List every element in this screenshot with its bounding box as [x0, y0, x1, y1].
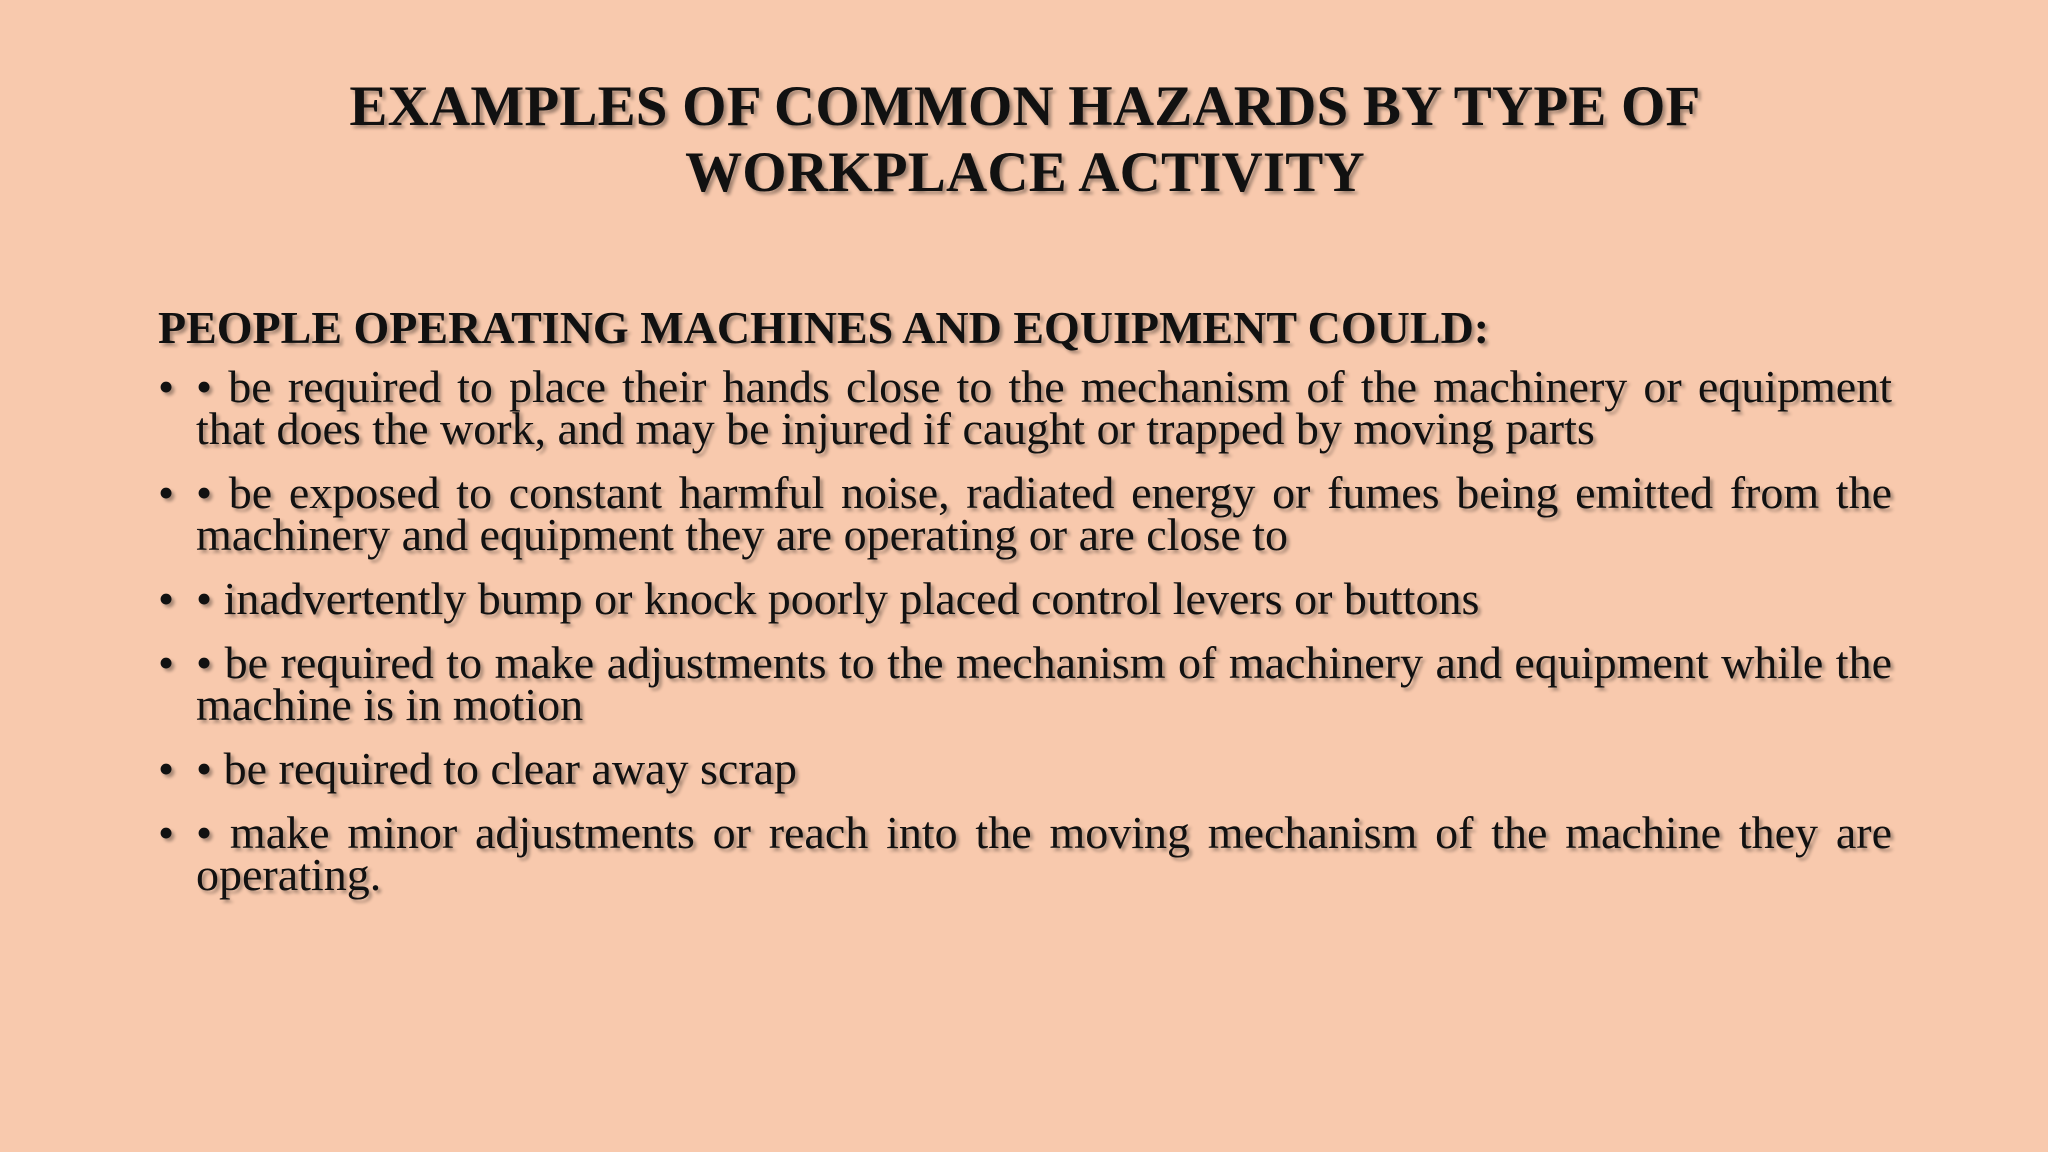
bullet-item — [158, 807, 1892, 900]
bullet-marker: • — [158, 743, 175, 794]
bullet-item — [158, 361, 1892, 454]
bullet-list — [158, 361, 1892, 900]
section-heading: PEOPLE OPERATING MACHINES AND EQUIPMENT COULD: — [158, 302, 1490, 353]
bullet-text: • be required to make adjustments to the mechanism of machinery and equipment while the machine is in motion — [196, 637, 1892, 730]
bullet-item — [158, 637, 1892, 730]
bullet-text: • make minor adjustments or reach into the moving mechanism of the machine they are operating. — [196, 807, 1892, 900]
bullet-item — [158, 573, 1892, 624]
bullet-marker: • — [158, 637, 175, 688]
bullet-marker: • — [158, 573, 175, 624]
bullet-marker: • — [158, 807, 175, 858]
bullet-text: • be exposed to constant harmful noise, radiated energy or fumes being emitted from the machinery and equipment they are operating or are close to — [196, 467, 1892, 560]
slide-title — [230, 74, 1820, 206]
content-area — [158, 300, 1892, 918]
bullet-marker: • — [158, 361, 175, 412]
bullet-text: • be required to clear away scrap — [196, 743, 798, 794]
bullet-item — [158, 467, 1892, 560]
bullet-item — [158, 743, 1892, 794]
bullet-text: • inadvertently bump or knock poorly placed control levers or buttons — [196, 573, 1480, 624]
title-line-2: WORKPLACE ACTIVITY — [685, 141, 1365, 204]
title-line-1: EXAMPLES OF COMMON HAZARDS BY TYPE OF — [349, 75, 1701, 138]
bullet-marker: • — [158, 467, 175, 518]
bullet-text: • be required to place their hands close to the mechanism of the machinery or equipment that does the work, and may be injured if caught or trapped by moving parts — [196, 361, 1892, 454]
